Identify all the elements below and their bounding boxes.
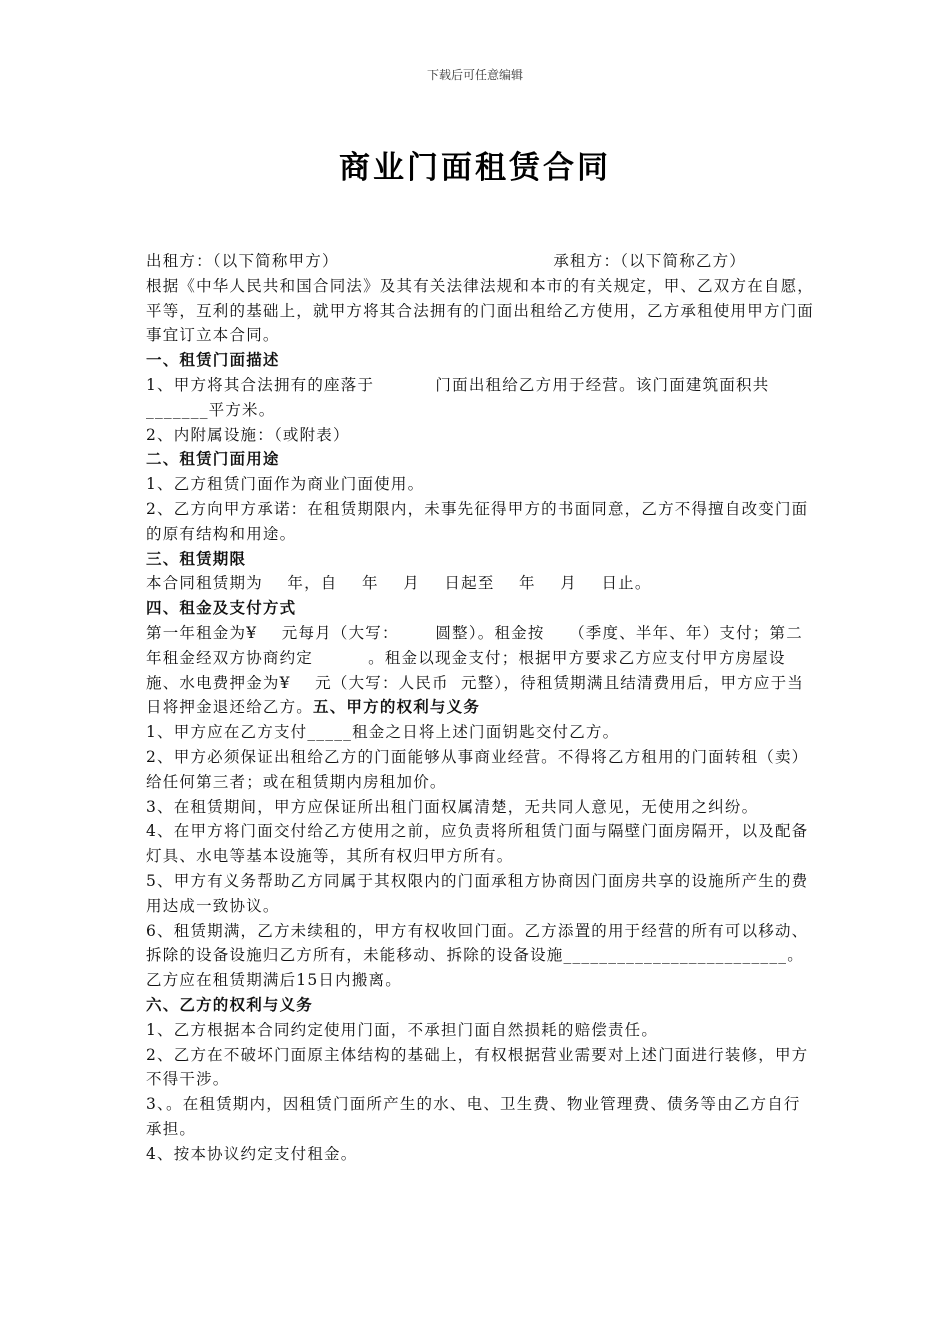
preamble: 根据《中华人民共和国合同法》及其有关法律法规和本市的有关规定，甲、乙双方在自愿，平等，互利的基础上，就甲方将其合法拥有的门面出租给乙方使用，乙方承租使用甲方门面事宜订立本合同。 (146, 276, 815, 345)
section-1-heading: 一、租赁门面描述 (146, 350, 280, 370)
section-1-para-1: 1、甲方将其合法拥有的座落于 门面出租给乙方用于经营。该门面建筑面积共_______平方米。 (146, 375, 770, 419)
document-title: 商业门面租赁合同 (339, 150, 611, 186)
section-5-item-6: 6、租赁期满，乙方未续租的，甲方有权收回门面。乙方添置的用于经营的所有可以移动、拆除的设备设施归乙方所有，未能移动、拆除的设备设施_________________________。乙方应在租赁期满后15日内搬离。 (146, 921, 809, 990)
section-5-item-5: 5、甲方有义务帮助乙方同属于其权限内的门面承租方协商因门面房共享的设施所产生的费用达成一致协议。 (146, 871, 809, 915)
section-3-para-1: 本合同租赁期为 年，自 年 月 日起至 年 月 日止。 (146, 574, 652, 593)
section-5-heading: 五、甲方的权利与义务 (313, 697, 481, 717)
section-6-item-2: 2、乙方在不破坏门面原主体结构的基础上，有权根据营业需要对上述门面进行装修，甲方不得干涉。 (146, 1045, 809, 1089)
section-1-para-2: 2、内附属设施：（或附表） (146, 425, 350, 444)
section-6-item-1: 1、乙方根据本合同约定使用门面，不承担门面自然损耗的赔偿责任。 (146, 1020, 659, 1039)
section-4-text: 第一年租金为¥ 元每月（大写： 圆整）。租金按 （季度、半年、年）支付；第二年租金经双方协商约定 。租金以现金支付；根据甲方要求乙方应支付甲方房屋设施、水电费押金为¥ 元（大写：人民币 元整），待租赁期满且结清费用后，甲方应于当日将押金退还给乙方。 (146, 623, 804, 717)
section-2-para-1: 1、乙方租赁门面作为商业门面使用。 (146, 475, 425, 494)
section-6-heading: 六、乙方的权利与义务 (146, 994, 314, 1014)
contract-body (146, 249, 814, 1166)
section-4-heading: 四、租金及支付方式 (146, 598, 297, 618)
parties-line (146, 249, 746, 274)
section-5-item-3: 3、在租赁期间，甲方应保证所出租门面权属清楚，无共同人意见，无使用之纠纷。 (146, 797, 759, 816)
section-3-heading: 三、租赁期限 (146, 548, 247, 568)
lessor-label: 出租方：（以下简称甲方） (146, 252, 339, 270)
section-2-para-2: 2、乙方向甲方承诺：在租赁期限内，未事先征得甲方的书面同意，乙方不得擅自改变门面的原有结构和用途。 (146, 499, 809, 543)
lessee-label: 承租方：（以下简称乙方） (553, 252, 746, 270)
section-5-item-4: 4、在甲方将门面交付给乙方使用之前，应负责将所租赁门面与隔壁门面房隔开，以及配备灯具、水电等基本设施等，其所有权归甲方所有。 (146, 822, 809, 866)
section-2-heading: 二、租赁门面用途 (146, 449, 280, 469)
section-5-item-2: 2、甲方必须保证出租给乙方的门面能够从事商业经营。不得将乙方租用的门面转租（卖）给任何第三者；或在租赁期内房租加价。 (146, 747, 809, 791)
section-6-item-3: 3、。在租赁期内，因租赁门面所产生的水、电、卫生费、物业管理费、债务等由乙方自行承担。 (146, 1095, 801, 1138)
section-6-item-4: 4、按本协议约定支付租金。 (146, 1144, 358, 1163)
section-5-item-1: 1、甲方应在乙方支付_____租金之日将上述门面钥匙交付乙方。 (146, 723, 620, 742)
header-note: 下载后可任意编辑 (426, 68, 523, 82)
section-4-para-1 (146, 621, 814, 720)
